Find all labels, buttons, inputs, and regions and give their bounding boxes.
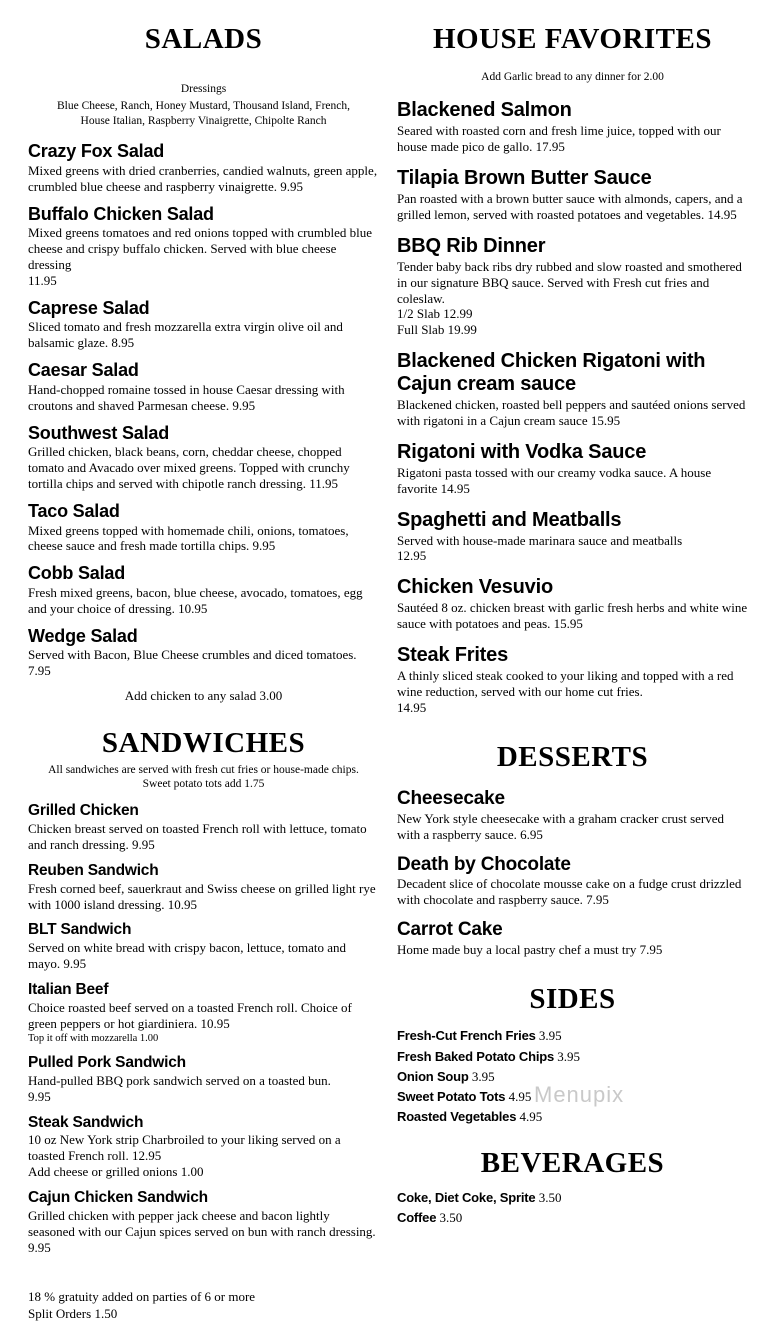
menu-item-cajun-chicken-sandwich [28, 1189, 379, 1255]
watermark: Menupix [534, 1082, 625, 1107]
footnote-line: 18 % gratuity added on parties of 6 or more [28, 1289, 256, 1305]
menu-item-blt-sandwich [28, 921, 379, 972]
menu-item-grilled-chicken [28, 802, 379, 853]
item-description: Served on white bread with crispy bacon, lettuce, tomato and mayo. 9.95 [28, 940, 347, 972]
item-description: Hand-chopped romaine tossed in house Caesar dressing with croutons and shaved Parmesan cheese. 9.95 [28, 381, 345, 413]
item-description: Hand-pulled BBQ pork sandwich served on a toasted bun. [28, 1072, 331, 1088]
item-description: Served with Bacon, Blue Cheese crumbles and diced tomatoes. 7.95 [28, 647, 357, 679]
right-column [397, 24, 748, 1323]
section-title-salads: SALADS [144, 23, 263, 55]
menu-item-tilapia-brown-butter-sauce [397, 167, 748, 223]
item-name: Coke, Diet Coke, Sprite [397, 1189, 536, 1205]
item-name: Crazy Fox Salad [28, 141, 165, 162]
menu-item-spaghetti-and-meatballs [397, 509, 748, 565]
menu-item-cheesecake [397, 788, 748, 843]
item-name: Steak Frites [397, 643, 508, 666]
item-name: Pulled Pork Sandwich [28, 1054, 186, 1072]
section-note: All sandwiches are served with fresh cut fries or house-made chips. Sweet potato tots add 1.75 [48, 763, 359, 791]
menu-item-caprese-salad [28, 298, 379, 351]
menu-item-carrot-cake [397, 919, 748, 958]
menu-section-salads [28, 24, 379, 704]
item-name: Fresh-Cut French Fries [397, 1028, 536, 1044]
section-title-house-favorites: HOUSE FAVORITES [432, 23, 712, 55]
section-title-desserts: DESSERTS [496, 740, 649, 773]
item-name: Caprese Salad [28, 297, 150, 318]
item-name: Caesar Salad [28, 360, 139, 381]
item-name: Spaghetti and Meatballs [397, 508, 622, 531]
menu-item-southwest-salad [28, 423, 379, 492]
menu-item-death-by-chocolate [397, 854, 748, 909]
item-name: Coffee [397, 1210, 437, 1226]
item-price-line: 12.95 [397, 548, 427, 564]
menu-section-house-favorites [397, 24, 748, 716]
list-item-fresh-baked-potato-chips [397, 1049, 748, 1065]
item-price-line: Full Slab 19.99 [397, 322, 477, 338]
section-note: Add Garlic bread to any dinner for 2.00 [481, 71, 664, 84]
item-description: Grilled chicken, black beans, corn, cheddar cheese, chopped tomato and Avacado over mixed greens. Topped with crunchy tortilla chips and served with chipotle ranch dressing. 11.95 [28, 444, 350, 491]
menu-section-sandwiches [28, 728, 379, 1255]
item-description: Served with house-made marinara sauce and meatballs [397, 532, 683, 548]
section-note: Blue Cheese, Ranch, Honey Mustard, Thousand Island, French, House Italian, Raspberry Vinaigrette, Chipolte Ranch [57, 100, 350, 128]
menu-item-pulled-pork-sandwich [28, 1054, 379, 1105]
menu-item-crazy-fox-salad [28, 141, 379, 194]
footnote-line: Split Orders 1.50 [28, 1306, 118, 1322]
item-description: Mixed greens topped with homemade chili, onions, tomatoes, cheese sauce and fresh made tortilla chips. 9.95 [28, 522, 349, 554]
item-price-line: Add cheese or grilled onions 1.00 [28, 1164, 204, 1180]
item-name: Death by Chocolate [397, 853, 571, 875]
item-name: BBQ Rib Dinner [397, 234, 546, 257]
menu-item-reuben-sandwich [28, 862, 379, 913]
item-fine-print: Top it off with mozzarella 1.00 [28, 1032, 159, 1044]
menu-section-desserts [397, 742, 748, 958]
menu-section-sides [397, 984, 748, 1126]
menu-item-steak-frites [397, 644, 748, 716]
item-name: Buffalo Chicken Salad [28, 203, 214, 224]
menu-item-italian-beef [28, 981, 379, 1045]
item-price-line: 9.95 [28, 1088, 51, 1104]
item-name: Southwest Salad [28, 422, 170, 443]
item-description: Grilled chicken with pepper jack cheese and bacon lightly seasoned with our Cajun spices served on bun with ranch dressing. 9.95 [28, 1207, 376, 1255]
menu-item-blackened-salmon [397, 99, 748, 155]
item-name: Chicken Vesuvio [397, 576, 553, 599]
menu-item-taco-salad [28, 501, 379, 554]
item-description: Sautéed 8 oz. chicken breast with garlic fresh herbs and white wine sauce with potatoes and peas. 15.95 [397, 600, 748, 632]
item-description: Mixed greens with dried cranberries, candied walnuts, green apple, crumbled blue cheese and raspberry vinaigrette. 9.95 [28, 162, 378, 194]
menu-item-bbq-rib-dinner [397, 235, 748, 338]
item-name: Cajun Chicken Sandwich [28, 1189, 208, 1207]
item-description: Pan roasted with a brown butter sauce with almonds, capers, and a grilled lemon, served with roasted potatoes and vegetables. 14.95 [397, 191, 743, 222]
menu-item-chicken-vesuvio [397, 576, 748, 632]
item-description: Tender baby back ribs dry rubbed and slow roasted and smothered in our signature BBQ sauce. Served with Fresh cut fries and coleslaw. [397, 258, 742, 306]
item-price-line: 1/2 Slab 12.99 [397, 306, 473, 322]
item-description: Home made buy a local pastry chef a must try 7.95 [397, 941, 663, 957]
item-price-line: 14.95 [397, 699, 427, 715]
section-note: Dressings [180, 83, 227, 96]
item-name: Taco Salad [28, 500, 120, 521]
footnotes [28, 1289, 379, 1323]
list-item-coke-diet-coke-sprite [397, 1190, 748, 1206]
item-name: Reuben Sandwich [28, 861, 159, 879]
menu-item-rigatoni-with-vodka-sauce [397, 441, 748, 497]
item-description: New York style cheesecake with a graham cracker crust served with a raspberry sauce. 6.95 [397, 810, 725, 842]
left-column [28, 24, 379, 1323]
item-name: Blackened Chicken Rigatoni with Cajun cream sauce [397, 350, 706, 396]
item-name: Sweet Potato Tots [397, 1089, 506, 1105]
menu-item-steak-sandwich [28, 1114, 379, 1180]
item-name: Wedge Salad [28, 625, 138, 646]
item-price: 4.95 [516, 1109, 543, 1125]
item-description: Blackened chicken, roasted bell peppers and sautéed onions served with rigatoni in a Cajun cream sauce 15.95 [397, 397, 746, 428]
item-name: Onion Soup [397, 1068, 469, 1084]
item-description: Fresh corned beef, sauerkraut and Swiss cheese on grilled light rye with 1000 island dressing. 10.95 [28, 880, 376, 912]
item-name: Cobb Salad [28, 563, 126, 584]
item-name: Rigatoni with Vodka Sauce [397, 440, 647, 463]
section-footer: Add chicken to any salad 3.00 [124, 688, 283, 704]
menu-item-cobb-salad [28, 563, 379, 616]
item-price: 3.95 [535, 1028, 562, 1044]
item-name: Cheesecake [397, 788, 505, 809]
item-name: Blackened Salmon [397, 99, 572, 122]
item-description: Mixed greens tomatoes and red onions topped with crumbled blue cheese and crispy buffalo chicken. Served with blue cheese dressing [28, 225, 373, 273]
list-item-coffee [397, 1210, 748, 1226]
item-description: Choice roasted beef served on a toasted French roll. Choice of green peppers or hot giardiniera. 10.95 [28, 999, 352, 1031]
item-description: Seared with roasted corn and fresh lime juice, topped with our house made pico de gallo. 17.95 [397, 123, 721, 155]
item-price: 4.95 [505, 1089, 532, 1105]
item-name: BLT Sandwich [28, 921, 132, 939]
menu-item-buffalo-chicken-salad [28, 204, 379, 289]
item-description: A thinly sliced steak cooked to your liking and topped with a red wine reduction, served with our home cut fries. [397, 667, 734, 699]
item-description: Decadent slice of chocolate mousse cake on a fudge crust drizzled with chocolate and raspberry sauce. 7.95 [397, 876, 742, 908]
item-description: Fresh mixed greens, bacon, blue cheese, avocado, tomatoes, egg and your choice of dressing. 10.95 [28, 584, 363, 616]
section-title-sides: SIDES [529, 982, 616, 1015]
item-name: Tilapia Brown Butter Sauce [397, 167, 652, 190]
list-item-sweet-potato-tots [397, 1089, 748, 1105]
item-price-line: 11.95 [28, 272, 57, 288]
menu-item-caesar-salad [28, 360, 379, 413]
item-price: 3.95 [554, 1048, 581, 1064]
item-description: Rigatoni pasta tossed with our creamy vodka sauce. A house favorite 14.95 [397, 464, 712, 496]
item-name: Carrot Cake [397, 919, 503, 941]
item-price: 3.95 [468, 1068, 495, 1084]
item-description: 10 oz New York strip Charbroiled to your liking served on a toasted French roll. 12.95 [28, 1132, 341, 1164]
item-description: Chicken breast served on toasted French roll with lettuce, tomato and ranch dressing. 9.95 [28, 821, 367, 853]
item-description: Sliced tomato and fresh mozzarella extra virgin olive oil and balsamic glaze. 8.95 [28, 319, 343, 351]
list-item-roasted-vegetables [397, 1109, 748, 1125]
menu-item-blackened-chicken-rigatoni-with-cajun-cream-sauce [397, 350, 748, 429]
section-title-beverages: BEVERAGES [480, 1146, 665, 1179]
menu-item-wedge-salad [28, 626, 379, 679]
item-name: Roasted Vegetables [397, 1109, 517, 1125]
section-title-sandwiches: SANDWICHES [101, 727, 306, 760]
list-item-onion-soup [397, 1069, 748, 1085]
item-name: Fresh Baked Potato Chips [397, 1048, 555, 1064]
item-name: Italian Beef [28, 980, 109, 998]
item-name: Steak Sandwich [28, 1113, 144, 1131]
list-item-fresh-cut-french-fries [397, 1028, 748, 1044]
item-name: Grilled Chicken [28, 802, 139, 820]
item-price: 3.50 [535, 1189, 562, 1205]
item-price: 3.50 [436, 1210, 463, 1226]
